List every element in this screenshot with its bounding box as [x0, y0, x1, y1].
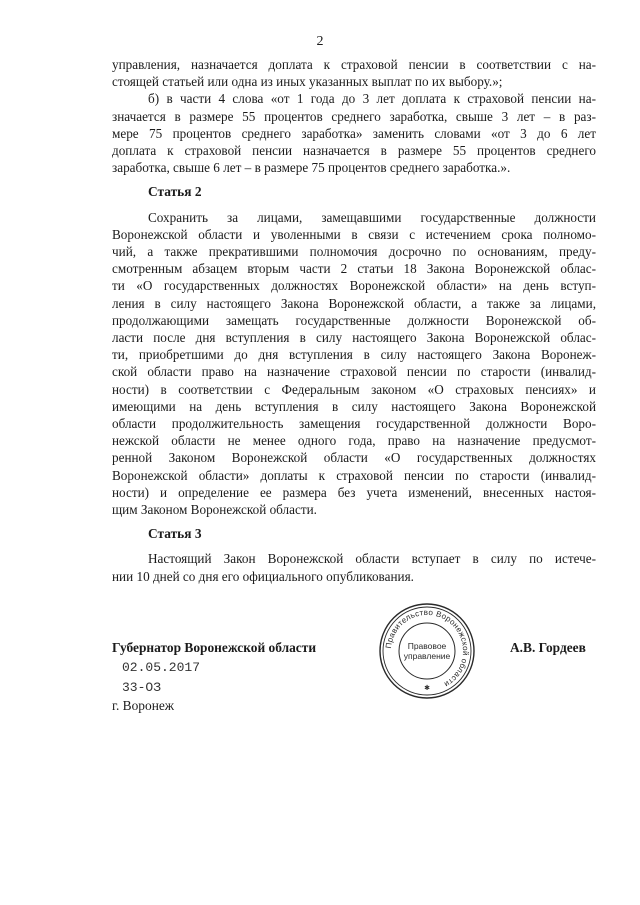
stamp-seal-icon — [378, 602, 476, 700]
official-stamp — [378, 602, 476, 700]
text-line: нежской области не менее одного года, право на назначение предусмот- — [112, 433, 596, 449]
text-line: мере 75 процентов среднего заработка» заменить словами «от 3 до 6 лет — [112, 125, 596, 141]
text-line: ления в силу настоящего Закона Воронежской области, а также за лицами, — [112, 295, 596, 311]
stamp-outer-text: Правительство Воронежской области — [384, 607, 471, 690]
stamp-inner-line-2: управление — [403, 651, 451, 661]
text-line: стоящей статьей или одна из иных указанных выплат по их выбору.»; — [112, 74, 503, 90]
text-line: заработка, свыше 6 лет – в размере 75 процентов среднего заработка.». — [112, 160, 511, 176]
text-line: смотренным абзацем вторым части 2 статьи 18 Закона Воронежской облас- — [112, 261, 596, 277]
article-2-heading: Статья 2 — [148, 184, 202, 200]
text-line: нии 10 дней со дня его официального опубликования. — [112, 568, 414, 584]
text-line: области продолжительность замещения государственной должности Воро- — [112, 416, 596, 432]
city: г. Воронеж — [112, 698, 175, 713]
article-3-heading: Статья 3 — [148, 526, 202, 542]
document-body — [112, 56, 596, 585]
page-number: 2 — [316, 34, 324, 49]
text-line: управления, назначается доплата к страховой пенсии в соответствии с на- — [112, 57, 596, 72]
law-date: 02.05.2017 — [122, 660, 201, 675]
text-line: имеющими на день вступления в силу настоящего Закона Воронежской — [112, 398, 596, 414]
text-line: значается в размере 55 процентов среднего заработка, свыше 3 лет – в раз- — [112, 108, 596, 124]
signatory-title: Губернатор Воронежской области — [112, 640, 317, 655]
text-line: ласти после дня вступления в силу настоящего Закона Воронежской облас- — [112, 330, 596, 346]
text-line: ности) в соответствии с Федеральным законом «О страховых пенсиях» и — [112, 381, 596, 397]
text-line: Воронежской области и уволенными в связи с истечением срока полномо- — [112, 226, 596, 242]
text-line: ти, приобретшими до дня вступления в силу настоящего Закона Воронеж- — [112, 347, 596, 363]
stamp-inner-line-1: Правовое — [407, 641, 447, 651]
stamp-star-icon: ✱ — [424, 685, 430, 692]
text-line: продолжающими замещать государственные должности Воронежской об- — [112, 312, 596, 328]
text-line: чий, а также прекратившими полномочия досрочно по основаниям, преду- — [112, 244, 596, 260]
text-line: б) в части 4 слова «от 1 года до 3 лет доплата к страховой пенсии на- — [148, 91, 596, 107]
text-line: ренной Законом Воронежской области «О государственных должностях — [112, 450, 596, 466]
text-line: ности) и определение ее размера без учета изменений, внесенных настоя- — [112, 484, 596, 500]
text-line: щим Законом Воронежской области. — [112, 502, 317, 518]
law-number: 33-ОЗ — [122, 680, 162, 695]
text-line: доплата к страховой пенсии назначается в размере 55 процентов среднего — [112, 143, 596, 159]
text-line: ти «О государственных должностях Воронежской области» на день вступ- — [112, 278, 596, 294]
text-line: Настоящий Закон Воронежской области вступает в силу по истече- — [148, 551, 596, 567]
text-line: Воронежской области» доплаты к страховой пенсии по старости (инвалид- — [112, 467, 596, 483]
text-line: ской области право на назначение страховой пенсии по старости (инвалид- — [112, 364, 596, 380]
text-line: Сохранить за лицами, замещавшими государственные должности — [148, 209, 596, 225]
signatory-name: А.В. Гордеев — [510, 640, 586, 655]
